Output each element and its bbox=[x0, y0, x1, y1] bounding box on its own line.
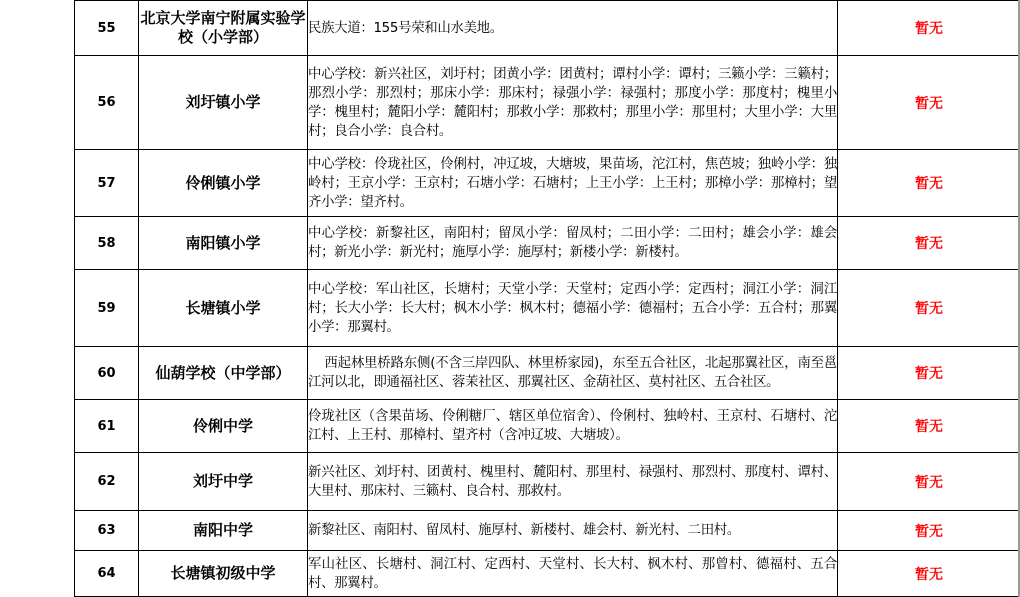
table-row[interactable] bbox=[75, 453, 1020, 511]
row-number[interactable]: 64 bbox=[75, 551, 139, 597]
school-district-table bbox=[74, 0, 1020, 597]
table-row[interactable] bbox=[75, 270, 1020, 347]
enrollment-area[interactable]: 新兴社区、刘圩村、团黄村、槐里村、麓阳村、那里村、禄强村、那烈村、那度村、谭村、大里村、那床村、三籁村、良合村、那救村。 bbox=[308, 453, 838, 511]
enrollment-area[interactable]: 中心学校：伶珑社区，伶俐村，冲辽坡，大塘坡，果苗场，沱江村，焦芭坡；独岭小学：独岭村；王京小学：王京村；石塘小学：石塘村；上王小学：上王村；那樟小学：那樟村；望齐小学：望齐村。 bbox=[308, 150, 838, 217]
row-number[interactable]: 59 bbox=[75, 270, 139, 347]
enrollment-area[interactable]: 中心学校：新兴社区，刘圩村；团黄小学：团黄村；谭村小学：谭村；三籁小学：三籁村；那烈小学：那烈村；那床小学：那床村；禄强小学：禄强村；那度小学：那度村；槐里小学：槐里村；麓阳小学：麓阳村；那救小学：那救村；那里小学：那里村；大里小学：大里村；良合小学：良合村。 bbox=[308, 56, 838, 150]
enrollment-area[interactable]: 新黎社区、南阳村、留凤村、施厚村、新楼村、雄会村、新光村、二田村。 bbox=[308, 511, 838, 551]
status-cell[interactable]: 暂无 bbox=[838, 150, 1020, 217]
school-name[interactable]: 北京大学南宁附属实验学校（小学部） bbox=[139, 1, 308, 56]
table-row[interactable] bbox=[75, 1, 1020, 56]
row-number[interactable]: 63 bbox=[75, 511, 139, 551]
enrollment-area[interactable]: 伶珑社区（含果苗场、伶俐糖厂、辖区单位宿舍）、伶俐村、独岭村、王京村、石塘村、沱江村、上王村、那樟村、望齐村（含冲辽坡、大塘坡）。 bbox=[308, 400, 838, 453]
school-name[interactable]: 长塘镇小学 bbox=[139, 270, 308, 347]
table-row[interactable] bbox=[75, 217, 1020, 270]
school-name[interactable]: 伶俐中学 bbox=[139, 400, 308, 453]
status-cell[interactable]: 暂无 bbox=[838, 453, 1020, 511]
status-cell[interactable]: 暂无 bbox=[838, 217, 1020, 270]
status-cell[interactable]: 暂无 bbox=[838, 511, 1020, 551]
table-row[interactable] bbox=[75, 347, 1020, 400]
school-name[interactable]: 刘圩中学 bbox=[139, 453, 308, 511]
school-name[interactable]: 伶俐镇小学 bbox=[139, 150, 308, 217]
row-number[interactable]: 58 bbox=[75, 217, 139, 270]
row-number[interactable]: 61 bbox=[75, 400, 139, 453]
row-number[interactable]: 57 bbox=[75, 150, 139, 217]
table-row[interactable] bbox=[75, 150, 1020, 217]
school-name[interactable]: 南阳中学 bbox=[139, 511, 308, 551]
row-number[interactable]: 60 bbox=[75, 347, 139, 400]
status-cell[interactable]: 暂无 bbox=[838, 270, 1020, 347]
enrollment-area[interactable]: 民族大道：155号荣和山水美地。 bbox=[308, 1, 838, 56]
school-name[interactable]: 长塘镇初级中学 bbox=[139, 551, 308, 597]
status-cell[interactable]: 暂无 bbox=[838, 1, 1020, 56]
row-number[interactable]: 55 bbox=[75, 1, 139, 56]
status-cell[interactable]: 暂无 bbox=[838, 551, 1020, 597]
table-row[interactable] bbox=[75, 551, 1020, 597]
table-row[interactable] bbox=[75, 56, 1020, 150]
enrollment-area[interactable]: 中心学校：新黎社区，南阳村；留凤小学：留凤村；二田小学：二田村；雄会小学：雄会村；新光小学：新光村；施厚小学：施厚村；新楼小学：新楼村。 bbox=[308, 217, 838, 270]
status-cell[interactable]: 暂无 bbox=[838, 56, 1020, 150]
school-name[interactable]: 南阳镇小学 bbox=[139, 217, 308, 270]
row-number[interactable]: 56 bbox=[75, 56, 139, 150]
status-cell[interactable]: 暂无 bbox=[838, 347, 1020, 400]
table-row[interactable] bbox=[75, 511, 1020, 551]
school-name[interactable]: 刘圩镇小学 bbox=[139, 56, 308, 150]
table-row[interactable] bbox=[75, 400, 1020, 453]
school-name[interactable]: 仙葫学校（中学部） bbox=[139, 347, 308, 400]
row-number[interactable]: 62 bbox=[75, 453, 139, 511]
enrollment-area[interactable]: 西起林里桥路东侧(不含三岸四队、林里桥家园)，东至五合社区，北起那翼社区，南至邕江河以北，即通福社区、蓉茉社区、那翼社区、金葫社区、莫村社区、五合社区。 bbox=[308, 347, 838, 400]
enrollment-area[interactable]: 中心学校：军山社区，长塘村；天堂小学：天堂村；定西小学：定西村；洞江小学：洞江村；长大小学：长大村；枫木小学：枫木村；德福小学：德福村；五合小学：五合村；那翼小学：那翼村。 bbox=[308, 270, 838, 347]
enrollment-area[interactable]: 军山社区、长塘村、洞江村、定西村、天堂村、长大村、枫木村、那曾村、德福村、五合村、那翼村。 bbox=[308, 551, 838, 597]
status-cell[interactable]: 暂无 bbox=[838, 400, 1020, 453]
